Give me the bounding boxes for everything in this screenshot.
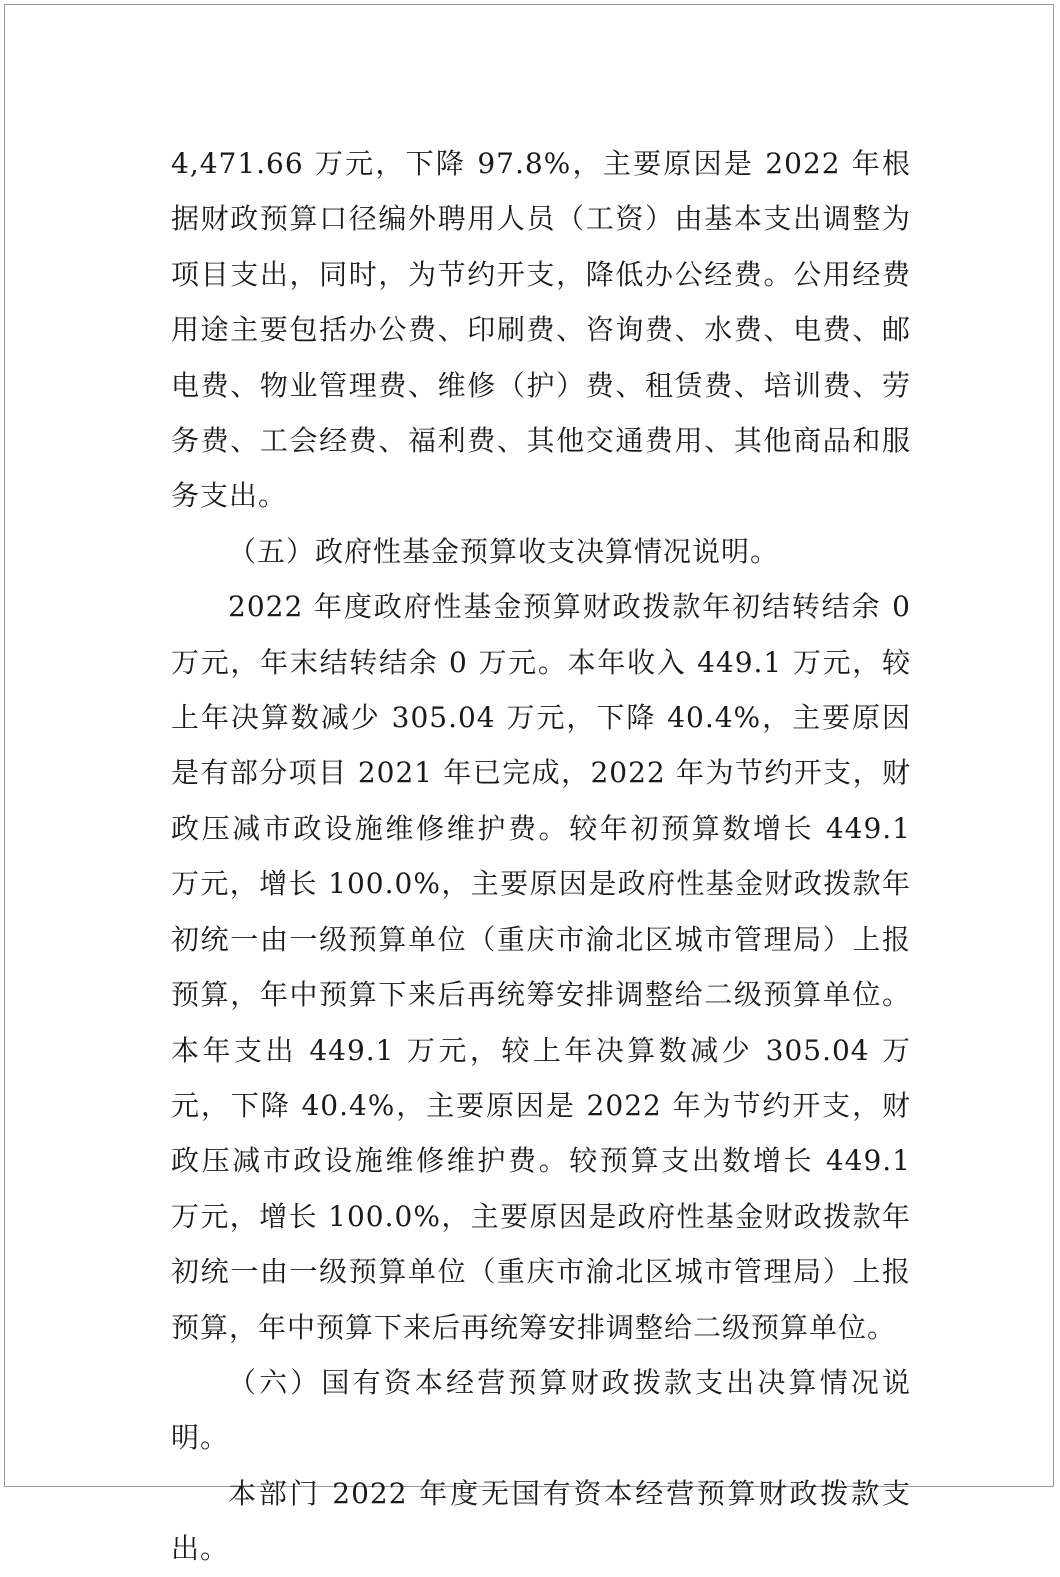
paragraph-public-funds-continued: 4,471.66 万元，下降 97.8%，主要原因是 2022 年根据财政预算口径编外聘用人员（工资）由基本支出调整为项目支出，同时，为节约开支，降低办公经费。公用经费用途主要包括办公费、印刷费、咨询费、水费、电费、邮电费、物业管理费、维修（护）费、租赁费、培训费、劳务费、工会经费、福利费、其他交通费用、其他商品和服务支出。 (171, 147, 911, 513)
paragraph-government-fund: 2022 年度政府性基金预算财政拨款年初结转结余 0 万元，年末结转结余 0 万元。本年收入 449.1 万元，较上年决算数减少 305.04 万元，下降 40.4%，主要原因是有部分项目 2021 年已完成，2022 年为节约开支，财政压减市政设施维修维护费。较年初预算数增长 449.1 万元，增长 100.0%，主要原因是政府性基金财政拨款年初统一由一级预算单位（重庆市渝北区城市管理局）上报预算，年中预算下来后再统筹安排调整给二级预算单位。本年支出 449.1 万元，较上年决算数减少 305.04 万元，下降 40.4%，主要原因是 2022 年为节约开支，财政压减市政设施维修维护费。较预算支出数增长 449.1 万元，增长 100.0%，主要原因是政府性基金财政拨款年初统一由一级预算单位（重庆市渝北区城市管理局）上报预算，年中预算下来后再统筹安排调整给二级预算单位。 (171, 590, 911, 1344)
document-body (171, 136, 911, 1577)
section-heading-6: （六）国有资本经营预算财政拨款支出决算情况说明。 (171, 1365, 911, 1455)
section-heading-5: （五）政府性基金预算收支决算情况说明。 (228, 534, 780, 568)
paragraph-state-capital: 本部门 2022 年度无国有资本经营预算财政拨款支出。 (171, 1476, 911, 1566)
document-page (4, 4, 1054, 1566)
